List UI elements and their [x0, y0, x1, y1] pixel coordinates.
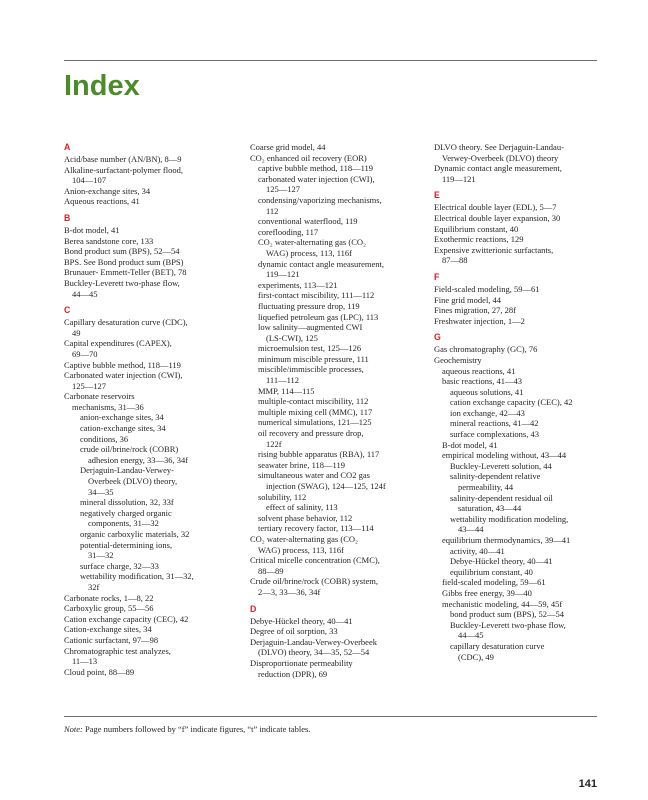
- index-subentry: Verwey-Overbeek (DLVO) theory: [442, 152, 559, 163]
- index-subentry: minimum miscible pressure, 111: [258, 353, 369, 364]
- index-subentry: coreflooding, 117: [258, 226, 319, 237]
- index-entry: Carboxylic group, 55—56: [64, 603, 154, 614]
- index-subentry: experiments, 113—121: [258, 279, 338, 290]
- index-entry: Critical micelle concentration (CMC),: [250, 555, 380, 566]
- index-subentry: (DLVO) theory, 34—35, 52—54: [258, 647, 370, 658]
- section-letter-b: B: [64, 212, 71, 223]
- index-subentry: permeability, 44: [458, 482, 514, 493]
- index-entry: Aqueous reactions, 41: [64, 196, 140, 207]
- index-subentry: components, 31—32: [88, 518, 159, 529]
- index-entry: Disproportionate permeability: [250, 657, 353, 668]
- index-subentry: saturation, 43—44: [458, 503, 522, 514]
- index-subentry: 69—70: [72, 348, 98, 359]
- index-subentry: miscible/immiscible processes,: [258, 364, 364, 375]
- page-title: Index: [64, 70, 140, 102]
- index-subentry: WAG) process, 113, 116f: [258, 544, 345, 555]
- index-subentry: anion-exchange sites, 34: [80, 412, 164, 423]
- index-entry: Cationic surfactant, 97—98: [64, 634, 159, 645]
- index-subentry: CO₂ water-alternating gas (CO₂: [258, 237, 366, 248]
- index-entry: Gas chromatography (GC), 76: [434, 344, 538, 355]
- index-subentry: 104—107: [72, 175, 106, 186]
- index-subentry: WAG) process, 113, 116f: [266, 247, 353, 258]
- section-letter-d: D: [250, 603, 257, 614]
- index-subentry: oil recovery and pressure drop,: [258, 428, 364, 439]
- index-subentry: wettability modification modeling,: [450, 513, 569, 524]
- index-entry: CO₂ enhanced oil recovery (EOR): [250, 152, 367, 163]
- index-subentry: crude oil/brine/rock (COBR): [80, 444, 179, 455]
- index-subentry: numerical simulations, 121—125: [258, 417, 372, 428]
- index-entry: Capillary desaturation curve (CDC),: [64, 317, 188, 328]
- index-subentry: salinity-dependent relative: [450, 471, 541, 482]
- index-entry: Fines migration, 27, 28f: [434, 305, 516, 316]
- index-entry: Berea sandstone core, 133: [64, 235, 154, 246]
- index-subentry: 122f: [266, 438, 282, 449]
- index-subentry: dynamic contact angle measurement,: [258, 258, 385, 269]
- index-subentry: 2—3, 33—36, 34f: [258, 586, 321, 597]
- index-subentry: liquefied petroleum gas (LPC), 113: [258, 311, 379, 322]
- index-subentry: cation exchange capacity (CEC), 42: [450, 397, 573, 408]
- index-subentry: Buckley-Leverett solution, 44: [450, 460, 552, 471]
- index-subentry: negatively charged organic: [80, 507, 172, 518]
- index-subentry: 125—127: [72, 380, 106, 391]
- index-subentry: 31—32: [88, 550, 114, 561]
- index-subentry: multiple mixing cell (MMC), 117: [258, 406, 373, 417]
- index-subentry: empirical modeling without, 43—44: [442, 450, 567, 461]
- index-subentry: Derjaguin-Landau-Verwey-: [80, 465, 174, 476]
- index-entry: Cation-exchange sites, 34: [64, 624, 152, 635]
- index-subentry: aqueous reactions, 41: [442, 365, 516, 376]
- index-entry: Brunauer- Emmett-Teller (BET), 78: [64, 267, 187, 278]
- index-subentry: multiple-contact miscibility, 112: [258, 396, 369, 407]
- index-subentry: surface complexations, 43: [450, 429, 539, 440]
- index-subentry: field-scaled modeling, 59—61: [442, 577, 546, 588]
- index-subentry: capillary desaturation curve: [450, 640, 545, 651]
- index-subentry: B-dot model, 41: [442, 439, 498, 450]
- index-entry: Cation exchange capacity (CEC), 42: [64, 613, 189, 624]
- index-subentry: 43—44: [458, 524, 484, 535]
- index-subentry: simultaneous water and CO2 gas: [258, 470, 370, 481]
- index-subentry: 49: [72, 327, 81, 338]
- index-subentry: conventional waterflood, 119: [258, 216, 358, 227]
- index-entry: Captive bubble method, 118—119: [64, 359, 181, 370]
- index-subentry: 87—88: [442, 255, 468, 266]
- index-subentry: solubility, 112: [258, 491, 307, 502]
- index-subentry: captive bubble method, 118—119: [258, 163, 374, 174]
- index-entry: Expensive zwitterionic surfactants,: [434, 244, 554, 255]
- index-entry: Freshwater injection, 1—2: [434, 315, 525, 326]
- index-subentry: injection (SWAG), 124—125, 124f: [266, 481, 386, 491]
- index-subentry: adhesion energy, 33—36, 34f: [88, 454, 189, 465]
- index-entry: Debye-Hückel theory, 40—41: [250, 615, 353, 626]
- index-entry: Buckley-Leverett two-phase flow,: [64, 277, 180, 288]
- index-entry: Alkaline-surfactant-polymer flood,: [64, 164, 183, 175]
- index-entry: Capital expenditures (CAPEX),: [64, 338, 172, 349]
- footnote-text: Page numbers followed by “f” indicate figures, “t” indicate tables.: [85, 724, 311, 734]
- index-subentry: mineral reactions, 41—42: [450, 418, 539, 429]
- index-subentry: first-contact miscibility, 111—112: [258, 290, 375, 301]
- index-subentry: activity, 40—41: [450, 545, 505, 556]
- index-subentry: MMP, 114—115: [258, 385, 315, 396]
- index-subentry: low salinity—augmented CWI: [258, 322, 363, 333]
- index-subentry: potential-determining ions,: [80, 539, 173, 550]
- index-subentry: equilibrium constant, 40: [450, 566, 533, 577]
- index-entry: CO₂ water-alternating gas (CO₂: [250, 533, 358, 544]
- index-subentry: Debye-Hückel theory, 40—41: [450, 556, 553, 567]
- index-subentry: cation-exchange sites, 34: [80, 423, 166, 434]
- index-entry: Coarse grid model, 44: [250, 142, 326, 152]
- section-letter-c: C: [64, 305, 71, 316]
- index-entry: Degree of oil sorption, 33: [250, 626, 338, 637]
- index-entry: B-dot model, 41: [64, 224, 120, 235]
- page-number: 141: [578, 778, 597, 790]
- index-entry: Anion-exchange sites, 34: [64, 185, 151, 196]
- index-subentry: equilibrium thermodynamics, 39—41: [442, 535, 571, 545]
- index-subentry: conditions, 36: [80, 433, 129, 444]
- index-entry: Dynamic contact angle measurement,: [434, 163, 562, 174]
- index-subentry: ion exchange, 42—43: [450, 407, 525, 418]
- index-entry: Carbonated water injection (CWI),: [64, 370, 183, 381]
- index-subentry: rising bubble apparatus (RBA), 117: [258, 449, 380, 460]
- index-entry: Cloud point, 88—89: [64, 666, 135, 677]
- index-subentry: solvent phase behavior, 112: [258, 512, 353, 523]
- index-subentry: 119—121: [266, 269, 300, 280]
- index-subentry: organic carboxylic materials, 32: [80, 529, 190, 539]
- index-entry: Carbonate reservoirs: [64, 391, 135, 402]
- footnote-label: Note:: [64, 724, 83, 734]
- index-subentry: salinity-dependent residual oil: [450, 492, 553, 503]
- footnote: [64, 724, 310, 735]
- index-entry: Electrical double layer (EDL), 5—7: [434, 202, 557, 213]
- index-entry: Equilibrium constant, 40: [434, 223, 519, 234]
- index-subentry: mechanisms, 31—36: [72, 401, 144, 412]
- index-entry: DLVO theory. See Derjaguin-Landau-: [434, 142, 564, 152]
- index-subentry: (CDC), 49: [458, 651, 494, 662]
- index-entry: Electrical double layer expansion, 30: [434, 212, 561, 223]
- index-subentry: 112: [266, 205, 279, 216]
- index-subentry: (LS-CWI), 125: [266, 332, 318, 343]
- index-entry: Geochemistry: [434, 354, 482, 365]
- index-column-2: [250, 142, 428, 679]
- index-entry: Field-scaled modeling, 59—61: [434, 283, 540, 294]
- section-letter-e: E: [434, 190, 440, 201]
- index-entry: Crude oil/brine/rock (COBR) system,: [250, 576, 378, 587]
- index-subentry: bond product sum (BPS), 52—54: [450, 609, 565, 620]
- section-letter-g: G: [434, 332, 441, 343]
- index-entry: Carbonate rocks, 1—8, 22: [64, 592, 154, 603]
- index-entry: Acid/base number (AN/BN), 8—9: [64, 154, 182, 164]
- index-subentry: basic reactions, 41—43: [442, 376, 523, 387]
- index-subentry: 119—121: [442, 173, 476, 184]
- index-subentry: Buckley-Leverett two-phase flow,: [450, 619, 566, 630]
- index-entry: BPS. See Bond product sum (BPS): [64, 256, 184, 267]
- index-subentry: 111—112: [266, 375, 300, 386]
- index-subentry: effect of salinity, 113: [266, 502, 338, 513]
- index-subentry: mineral dissolution, 32, 33f: [80, 497, 174, 508]
- index-subentry: fluctuating pressure drop, 119: [258, 300, 360, 311]
- index-subentry: surface charge, 32—33: [80, 560, 159, 571]
- index-subentry: tertiary recovery factor, 113—114: [258, 523, 374, 534]
- index-subentry: microemulsion test, 125—126: [258, 343, 362, 354]
- index-subentry: Overbeek (DLVO) theory,: [88, 476, 178, 487]
- index-subentry: 88—89: [258, 565, 284, 576]
- index-subentry: Gibbs free energy, 39—40: [442, 587, 532, 598]
- section-letter-f: F: [434, 271, 440, 282]
- index-subentry: 44—45: [458, 630, 484, 641]
- index-entry: Bond product sum (BPS), 52—54: [64, 246, 180, 257]
- bottom-rule: [64, 716, 597, 717]
- index-subentry: 44—45: [72, 288, 98, 299]
- index-entry: Derjaguin-Landau-Verwey-Overbeek: [250, 636, 377, 647]
- index-subentry: reduction (DPR), 69: [258, 668, 328, 679]
- top-rule: [64, 60, 597, 61]
- index-subentry: condensing/vaporizing mechanisms,: [258, 194, 382, 205]
- index-subentry: 11—13: [72, 656, 98, 667]
- index-subentry: wettability modification, 31—32,: [80, 571, 194, 582]
- index-subentry: 125—127: [266, 184, 300, 195]
- index-column-3: [434, 142, 612, 662]
- index-subentry: carbonated water injection (CWI),: [258, 173, 375, 184]
- section-letter-a: A: [64, 142, 71, 152]
- index-subentry: mechanistic modeling, 44—59, 45f: [442, 598, 563, 609]
- index-subentry: 34—35: [88, 486, 114, 497]
- index-entry: Fine grid model, 44: [434, 294, 502, 305]
- index-subentry: 32f: [88, 581, 100, 592]
- index-entry: Chromatographic test analyzes,: [64, 645, 171, 656]
- index-subentry: aqueous solutions, 41: [450, 386, 524, 397]
- index-entry: Exothermic reactions, 129: [434, 234, 524, 245]
- index-column-1: [64, 142, 242, 677]
- index-subentry: seawater brine, 118—119: [258, 459, 345, 470]
